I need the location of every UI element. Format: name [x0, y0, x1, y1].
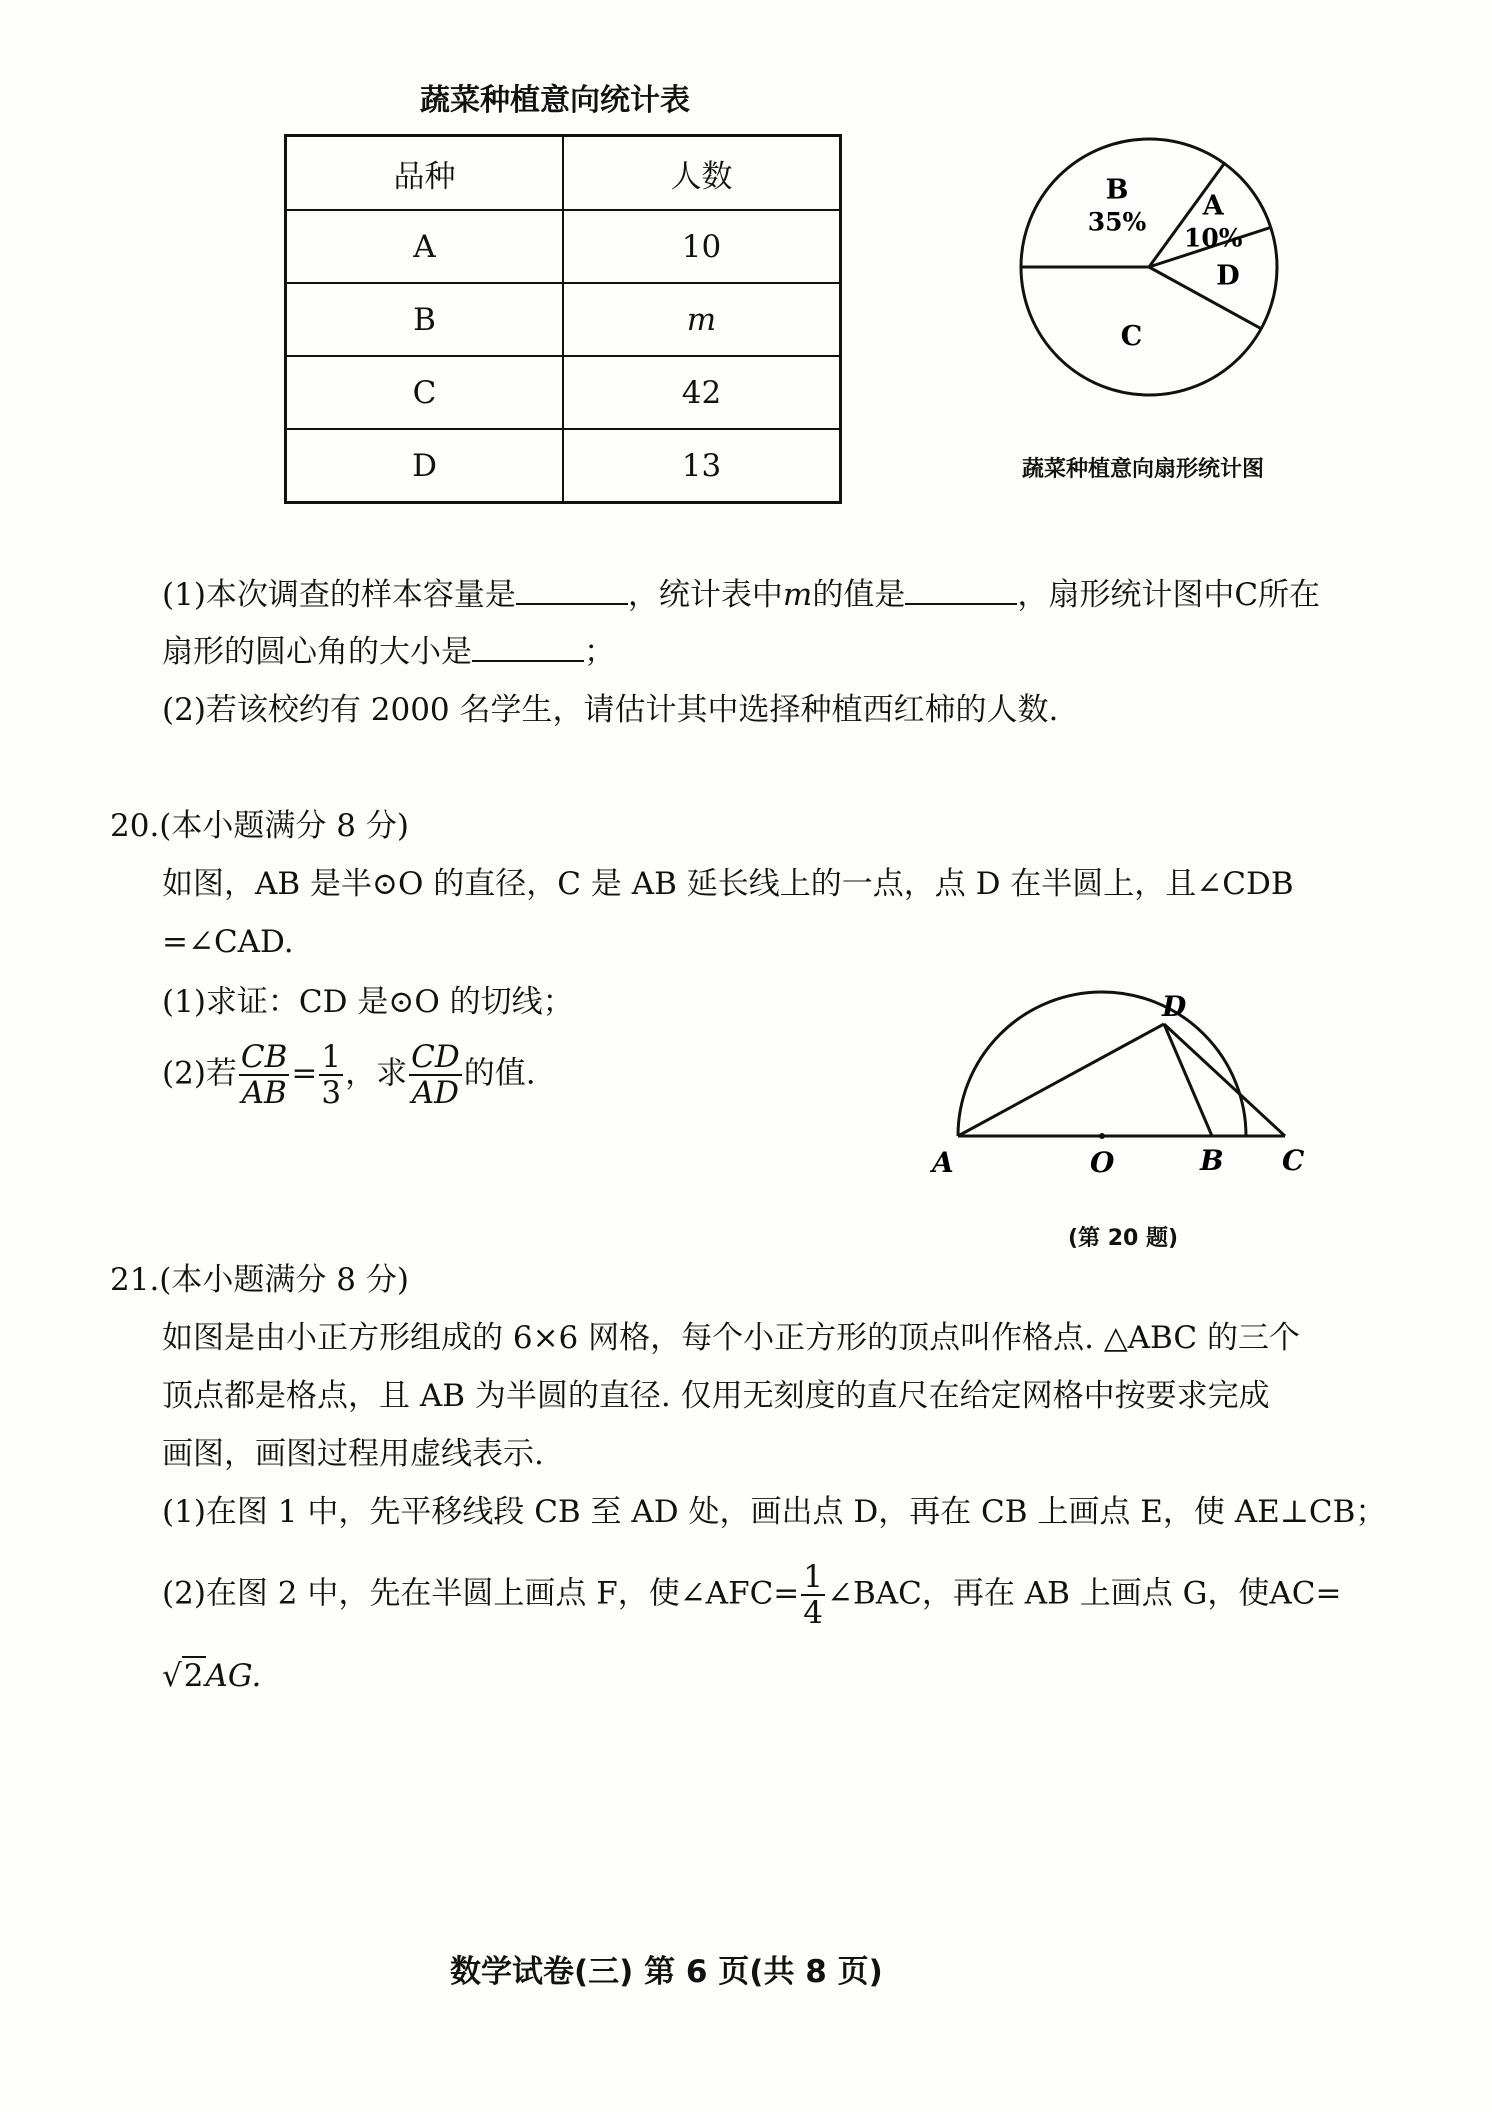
q20-part1: (1)求证：CD 是⊙O 的切线；	[162, 984, 574, 1020]
sqrt-radicand: 2	[183, 1658, 204, 1694]
pie-slice-label-b: B	[1105, 174, 1129, 206]
fraction-denominator: AD	[411, 1075, 460, 1111]
q21-line1: 如图是由小正方形组成的 6×6 网格，每个小正方形的顶点叫作格点. △ABC 的三个	[162, 1320, 1300, 1356]
line-ad	[958, 1024, 1164, 1136]
pie-slice-label-a: A	[1202, 190, 1224, 222]
sqrt-two: √2	[162, 1658, 204, 1694]
table-cell-count: 10	[563, 210, 841, 283]
table-cell-count: 42	[563, 356, 841, 429]
center-point-o	[1099, 1133, 1105, 1139]
q19-text: 扇形的圆心角的大小是	[162, 634, 472, 670]
q20-text: (2)若	[162, 1055, 237, 1092]
q21-part2	[162, 1560, 1341, 1630]
q19-variable: m	[782, 577, 813, 613]
table-row	[286, 429, 841, 503]
table-row	[286, 283, 841, 356]
line-dc	[1164, 1024, 1285, 1136]
q19-text: ，统计表中	[627, 577, 783, 613]
label-c: C	[1282, 1144, 1305, 1177]
q20-text: =	[291, 1055, 318, 1092]
fraction-cb-ab	[239, 1040, 290, 1110]
fraction-numerator: 1	[803, 1559, 824, 1595]
q21-text: AG.	[205, 1658, 262, 1694]
pie-chart	[1010, 130, 1310, 410]
q20-line2: =∠CAD.	[162, 924, 294, 960]
line-db	[1164, 1024, 1212, 1136]
label-o: O	[1090, 1146, 1115, 1179]
table-header-row	[286, 136, 841, 211]
fraction-denominator: 4	[803, 1595, 824, 1631]
table-title: 蔬菜种植意向统计表	[420, 83, 690, 118]
figure-20	[930, 990, 1330, 1190]
fraction-numerator: 1	[321, 1039, 342, 1075]
fraction-denominator: 3	[321, 1075, 342, 1111]
q20-text: ，求	[345, 1055, 408, 1092]
table-cell-variety: B	[286, 283, 564, 356]
label-a: A	[932, 1146, 954, 1179]
q19-part1-line1	[162, 575, 1320, 615]
q19-text: (1)本次调查的样本容量是	[162, 577, 516, 613]
stats-table	[284, 134, 842, 504]
table-row	[286, 356, 841, 429]
fraction-one-quarter	[801, 1560, 825, 1630]
figure-20-caption: (第 20 题)	[1068, 1226, 1179, 1251]
table-header-variety: 品种	[286, 136, 564, 211]
q20-part2	[162, 1040, 536, 1110]
q21-part1: (1)在图 1 中，先平移线段 CB 至 AD 处，画出点 D，再在 CB 上画点 E，使 AE⊥CB；	[162, 1494, 1387, 1530]
q19-part2: (2)若该校约有 2000 名学生，请估计其中选择种植西红柿的人数.	[162, 692, 1059, 728]
label-d: D	[1162, 990, 1187, 1023]
q21-part2-cont	[162, 1656, 261, 1696]
fraction-cd-ad	[409, 1040, 462, 1110]
pie-slice-label-c: C	[1120, 321, 1143, 353]
q21-heading: 21.(本小题满分 8 分)	[110, 1262, 409, 1298]
table-cell-variety: D	[286, 429, 564, 503]
table-cell-count: m	[563, 283, 841, 356]
q19-part1-line2	[162, 632, 615, 672]
table-row	[286, 210, 841, 283]
table-cell-variety: C	[286, 356, 564, 429]
answer-blank-m[interactable]	[905, 575, 1017, 605]
fraction-numerator: CD	[411, 1039, 460, 1075]
label-b: B	[1200, 1144, 1224, 1177]
fraction-denominator: AB	[241, 1075, 287, 1111]
fraction-one-third	[319, 1040, 343, 1110]
fraction-numerator: CB	[240, 1039, 288, 1075]
page-footer: 数学试卷(三) 第 6 页(共 8 页)	[450, 1954, 883, 1990]
answer-blank-angle[interactable]	[472, 632, 584, 662]
table-header-count: 人数	[563, 136, 841, 211]
table-cell-variety: A	[286, 210, 564, 283]
q20-text: 的值.	[463, 1055, 536, 1092]
q21-line2: 顶点都是格点，且 AB 为半圆的直径. 仅用无刻度的直尺在给定网格中按要求完成	[162, 1378, 1270, 1414]
pie-chart-title: 蔬菜种植意向扇形统计图	[1022, 457, 1265, 482]
pie-slice-percent-a: 10%	[1183, 223, 1243, 253]
q19-text: ，扇形统计图中C所在	[1017, 577, 1321, 613]
q20-heading: 20.(本小题满分 8 分)	[110, 808, 409, 844]
q19-text: ；	[584, 634, 615, 670]
table-cell-count: 13	[563, 429, 841, 503]
pie-slice-label-d: D	[1216, 260, 1240, 292]
q19-text: 的值是	[812, 577, 906, 613]
q21-text: (2)在图 2 中，先在半圆上画点 F，使∠AFC=	[162, 1575, 800, 1612]
q21-text: ∠BAC，再在 AB 上画点 G，使AC=	[827, 1575, 1342, 1612]
pie-slice-boundary-c	[1149, 267, 1261, 329]
q21-line3: 画图，画图过程用虚线表示.	[162, 1436, 544, 1472]
pie-slice-percent-b: 35%	[1087, 207, 1147, 237]
answer-blank-sample-size[interactable]	[516, 575, 628, 605]
q20-line1: 如图，AB 是半⊙O 的直径，C 是 AB 延长线上的一点，点 D 在半圆上，且∠CDB	[162, 866, 1294, 902]
